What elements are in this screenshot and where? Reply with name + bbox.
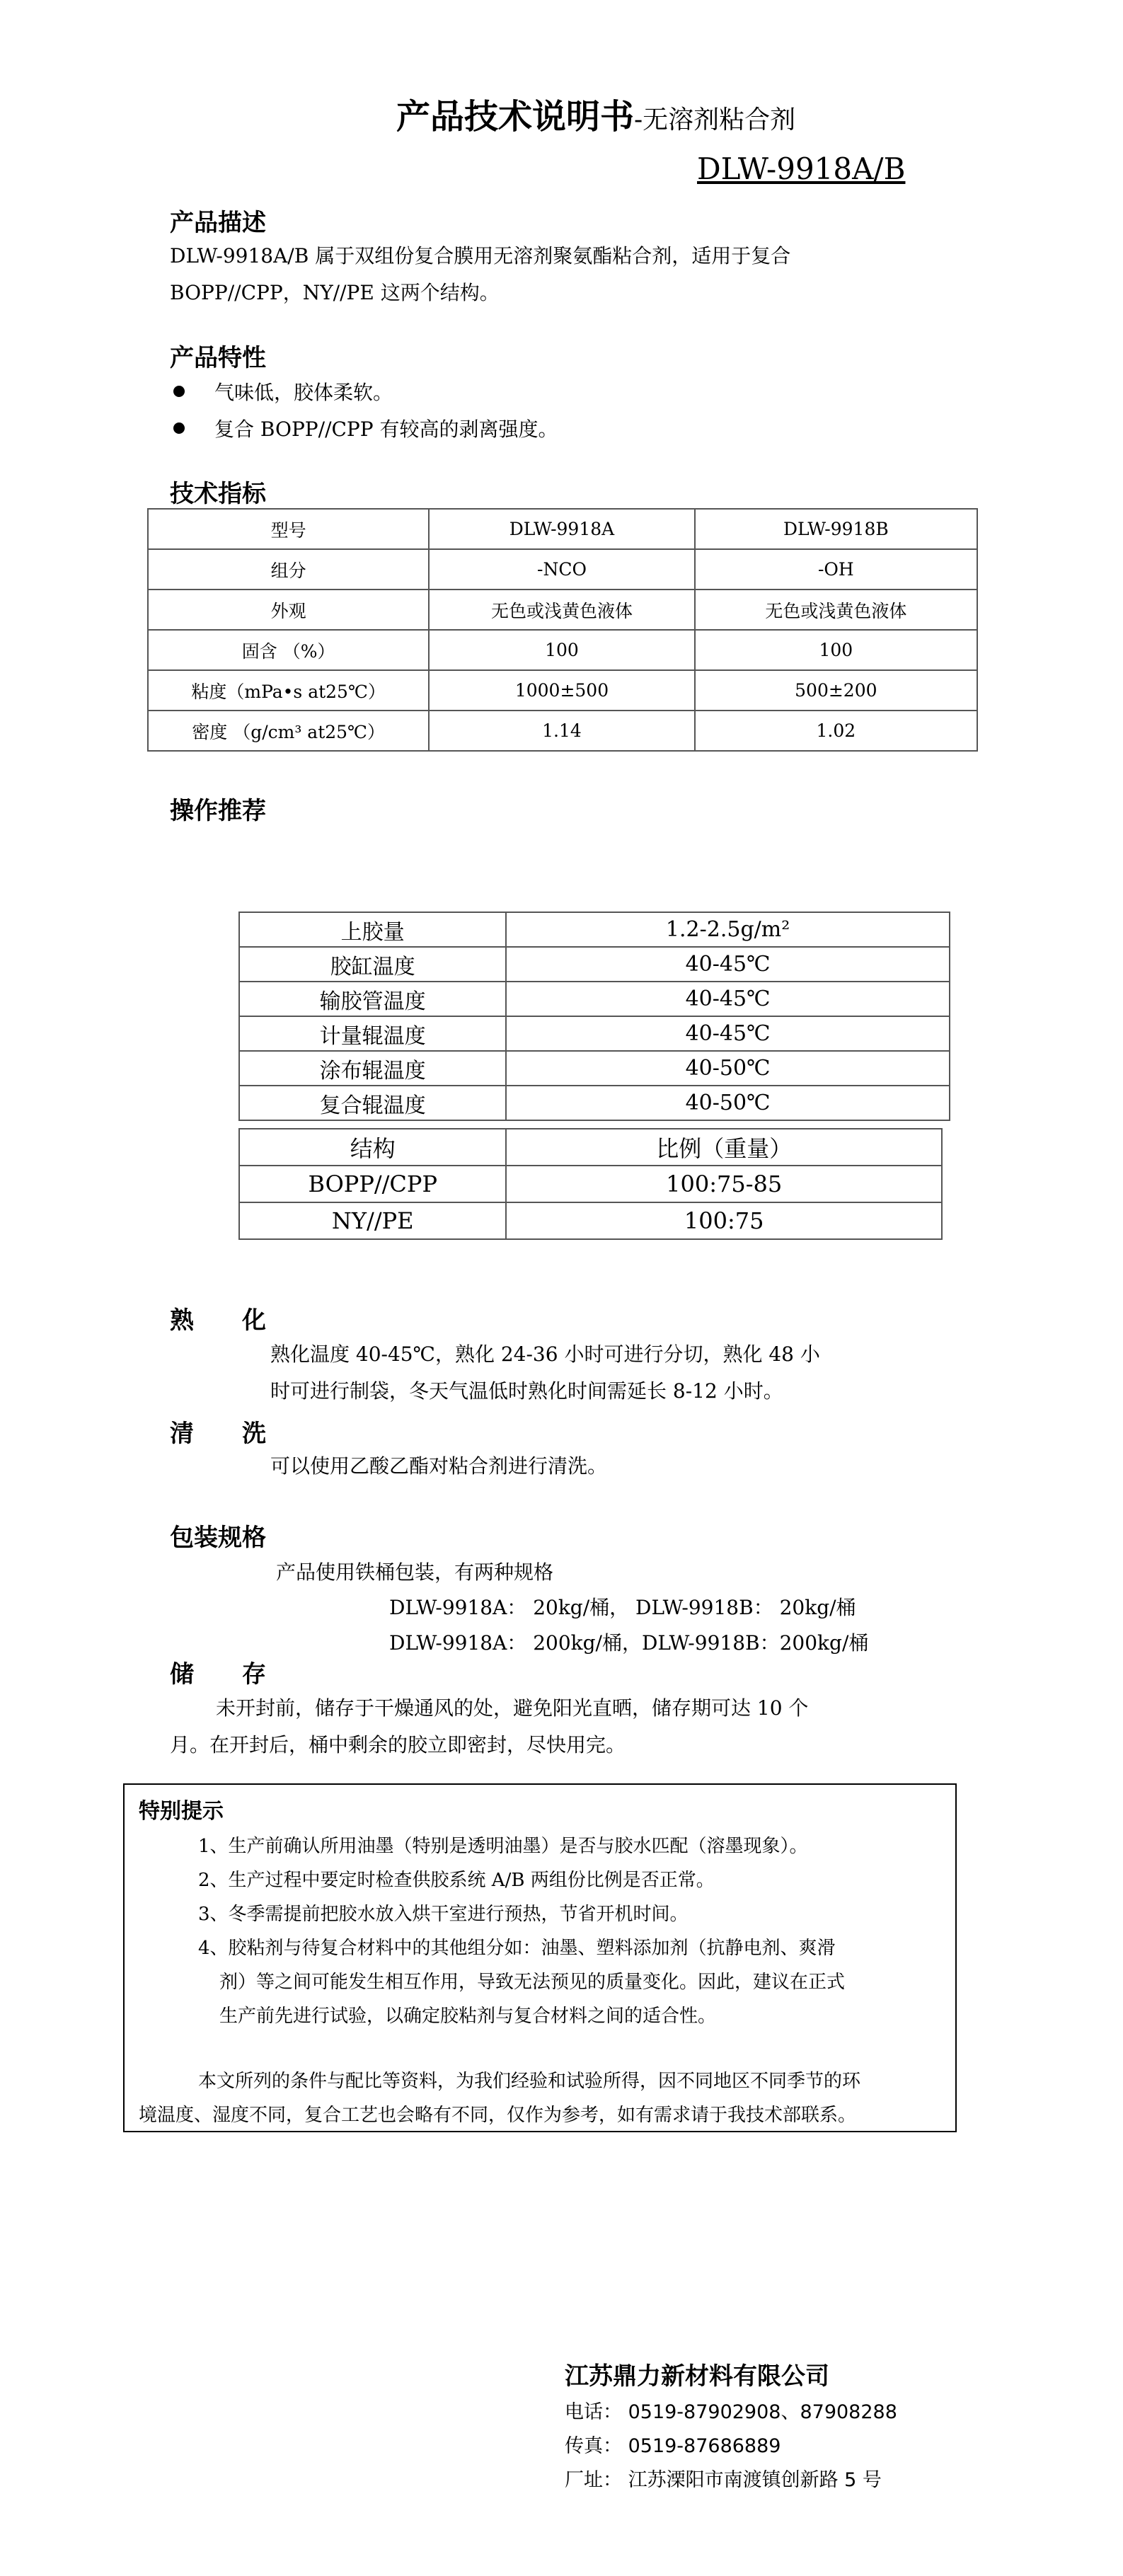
table-row: [239, 947, 950, 982]
table-cell: 100: [695, 630, 977, 670]
packaging-line: 产品使用铁桶包装，有两种规格: [276, 1560, 554, 1584]
features-heading: 产品特性: [170, 344, 266, 372]
table-cell: 上胶量: [239, 912, 506, 947]
notice-disclaimer: 境温度、湿度不同，复合工艺也会略有不同，仅作为参考，如有需求请于我技术部联系。: [139, 2105, 857, 2126]
bullet-icon: [173, 422, 185, 434]
table-cell: 组分: [148, 549, 429, 590]
table-row: [148, 630, 977, 670]
packaging-heading: 包装规格: [170, 1524, 266, 1552]
operation-table: [238, 912, 950, 1121]
table-cell: 1.02: [695, 711, 977, 751]
cleaning-text: 可以使用乙酸乙酯对粘合剂进行清洗。: [270, 1454, 608, 1478]
table-row: [239, 1086, 950, 1120]
packaging-line: DLW-9918A： 200kg/桶，DLW-9918B：200kg/桶: [389, 1631, 869, 1655]
storage-line: 月。在开封后，桶中剩余的胶立即密封，尽快用完。: [170, 1733, 626, 1756]
table-cell: 40-50℃: [506, 1051, 950, 1086]
notice-item: 4、胶粘剂与待复合材料中的其他组分如：油墨、塑料添加剂（抗静电剂、爽滑: [198, 1938, 836, 1959]
table-row: [239, 1016, 950, 1051]
storage-line: 未开封前，储存于干燥通风的处，避免阳光直晒，储存期可达 10 个: [216, 1696, 809, 1720]
table-row: [239, 1129, 942, 1166]
table-cell: 计量辊温度: [239, 1016, 506, 1051]
notice-box: [123, 1783, 957, 2132]
table-cell: 胶缸温度: [239, 947, 506, 982]
curing-line: 熟化温度 40-45℃，熟化 24-36 小时可进行分切，熟化 48 小: [270, 1342, 820, 1366]
description-line: BOPP//CPP，NY//PE 这两个结构。: [170, 281, 500, 304]
table-row: [148, 670, 977, 711]
table-row: [239, 1166, 942, 1202]
table-cell: 输胶管温度: [239, 982, 506, 1016]
notice-disclaimer: 本文所列的条件与配比等资料，为我们经验和试验所得，因不同地区不同季节的环: [198, 2071, 861, 2092]
table-cell: 比例（重量）: [506, 1129, 942, 1166]
table-cell: 100:75-85: [506, 1166, 942, 1202]
document-title: [396, 89, 795, 138]
table-cell: 复合辊温度: [239, 1086, 506, 1120]
notice-item: 3、冬季需提前把胶水放入烘干室进行预热，节省开机时间。: [198, 1904, 689, 1925]
table-row: [148, 509, 977, 549]
table-cell: 密度 （g/cm³ at25℃）: [148, 711, 429, 751]
table-row: [239, 982, 950, 1016]
notice-item: 1、生产前确认所用油墨（特别是透明油墨）是否与胶水匹配（溶墨现象）。: [198, 1836, 808, 1857]
table-cell: 1000±500: [429, 670, 694, 711]
table-cell: 结构: [239, 1129, 506, 1166]
feature-item: [173, 410, 558, 447]
ratio-table: [238, 1128, 943, 1240]
feature-text: 复合 BOPP//CPP 有较高的剥离强度。: [214, 418, 558, 441]
table-cell: -OH: [695, 549, 977, 590]
table-cell: 固含 （%）: [148, 630, 429, 670]
description-heading: 产品描述: [170, 209, 266, 237]
table-cell: -NCO: [429, 549, 694, 590]
table-row: [239, 1202, 942, 1239]
feature-text: 气味低，胶体柔软。: [214, 381, 393, 404]
table-cell: 40-45℃: [506, 947, 950, 982]
table-cell: 40-45℃: [506, 1016, 950, 1051]
company-fax: 传真： 0519-87686889: [565, 2435, 781, 2457]
table-cell: DLW-9918A: [429, 509, 694, 549]
operation-heading: 操作推荐: [170, 797, 266, 825]
cleaning-heading: 清 洗: [170, 1420, 266, 1448]
table-cell: BOPP//CPP: [239, 1166, 506, 1202]
table-cell: 100: [429, 630, 694, 670]
table-row: [148, 549, 977, 590]
curing-line: 时可进行制袋，冬天气温低时熟化时间需延长 8-12 小时。: [270, 1379, 783, 1403]
table-row: [239, 912, 950, 947]
notice-item: 剂）等之间可能发生相互作用，导致无法预见的质量变化。因此，建议在正式: [219, 1972, 846, 1993]
table-cell: 型号: [148, 509, 429, 549]
table-row: [148, 590, 977, 630]
table-cell: 40-50℃: [506, 1086, 950, 1120]
feature-item: [173, 373, 558, 410]
company-address: 厂址： 江苏溧阳市南渡镇创新路 5 号: [565, 2469, 882, 2491]
curing-text: [270, 1336, 820, 1410]
product-model: DLW-9918A/B: [697, 151, 906, 186]
table-row: [239, 1051, 950, 1086]
table-cell: 粘度（mPa•s at25℃）: [148, 670, 429, 711]
table-cell: 无色或浅黄色液体: [695, 590, 977, 630]
storage-heading: 储 存: [170, 1660, 266, 1689]
table-cell: NY//PE: [239, 1202, 506, 1239]
table-cell: 外观: [148, 590, 429, 630]
specs-heading: 技术指标: [170, 480, 266, 508]
company-phone: 电话： 0519-87902908、87908288: [565, 2401, 897, 2423]
table-cell: 1.14: [429, 711, 694, 751]
table-row: [148, 711, 977, 751]
table-cell: 涂布辊温度: [239, 1051, 506, 1086]
description-text: [170, 238, 790, 311]
bullet-icon: [173, 386, 185, 397]
packaging-line: DLW-9918A： 20kg/桶， DLW-9918B： 20kg/桶: [389, 1596, 856, 1619]
table-cell: 无色或浅黄色液体: [429, 590, 694, 630]
title-suffix: -无溶剂粘合剂: [634, 105, 796, 134]
table-cell: DLW-9918B: [695, 509, 977, 549]
table-cell: 40-45℃: [506, 982, 950, 1016]
title-main: 产品技术说明书: [396, 97, 635, 137]
specs-table: [147, 508, 978, 752]
notice-item: 生产前先进行试验，以确定胶粘剂与复合材料之间的适合性。: [219, 2006, 717, 2027]
curing-heading: 熟 化: [170, 1306, 266, 1335]
table-cell: 1.2-2.5g/m²: [506, 912, 950, 947]
notice-title: 特别提示: [139, 1799, 224, 1824]
description-line: DLW-9918A/B 属于双组份复合膜用无溶剂聚氨酯粘合剂，适用于复合: [170, 244, 791, 268]
table-cell: 500±200: [695, 670, 977, 711]
notice-item: 2、生产过程中要定时检查供胶系统 A/B 两组份比例是否正常。: [198, 1870, 715, 1891]
table-cell: 100:75: [506, 1202, 942, 1239]
features-list: [173, 373, 558, 447]
company-name: 江苏鼎力新材料有限公司: [565, 2362, 829, 2391]
